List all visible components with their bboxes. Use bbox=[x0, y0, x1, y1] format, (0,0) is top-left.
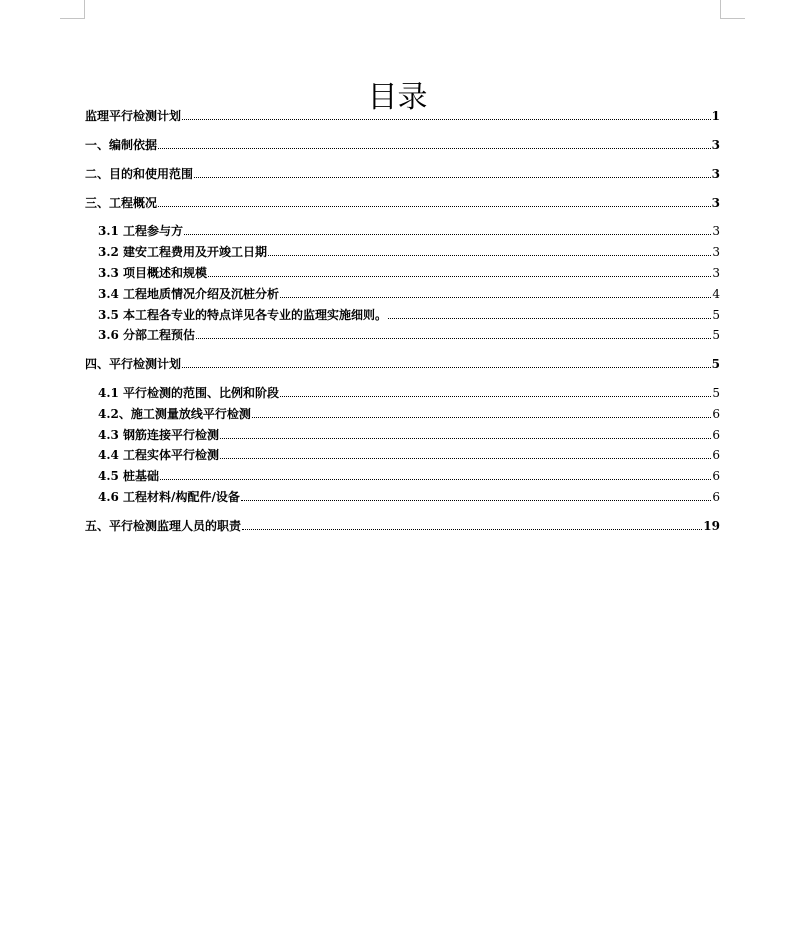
toc-entry-page: 3 bbox=[711, 167, 720, 181]
toc-entry[interactable] bbox=[85, 164, 720, 182]
toc-entry-label: 3.6 分部工程预估 bbox=[98, 328, 196, 342]
toc-entry-label: 4.2、施工测量放线平行检测 bbox=[98, 407, 251, 421]
toc-leader bbox=[158, 206, 711, 207]
toc-entry-label: 4.3 钢筋连接平行检测 bbox=[98, 428, 220, 442]
toc-entry-page: 4 bbox=[712, 287, 720, 301]
toc-entry[interactable] bbox=[85, 354, 720, 372]
toc-entry-page: 6 bbox=[712, 448, 720, 462]
toc-entry[interactable] bbox=[98, 383, 720, 401]
toc-entry-label: 监理平行检测计划 bbox=[85, 109, 182, 123]
toc-entry-label: 四、平行检测计划 bbox=[85, 357, 182, 371]
toc-entry[interactable] bbox=[98, 325, 720, 343]
toc-entry-page: 3 bbox=[712, 266, 720, 280]
toc-leader bbox=[242, 529, 702, 530]
toc-entry-label: 二、目的和使用范围 bbox=[85, 167, 194, 181]
toc-leader bbox=[280, 297, 711, 298]
toc-entry[interactable] bbox=[85, 106, 720, 124]
toc-entry-label: 3.5 本工程各专业的特点详见各专业的监理实施细则。 bbox=[98, 308, 388, 322]
toc-entry-page: 3 bbox=[711, 196, 720, 210]
toc-entry-label: 三、工程概况 bbox=[85, 196, 158, 210]
toc-entry[interactable] bbox=[98, 284, 720, 302]
toc-leader bbox=[220, 438, 711, 439]
toc-entry-label: 3.1 工程参与方 bbox=[98, 224, 184, 238]
toc-leader bbox=[268, 255, 711, 256]
toc-leader bbox=[182, 367, 711, 368]
toc-entry-page: 6 bbox=[712, 428, 720, 442]
toc-entry[interactable] bbox=[98, 445, 720, 463]
toc-entry-page: 3 bbox=[711, 138, 720, 152]
toc-entry[interactable] bbox=[98, 305, 720, 323]
toc-leader bbox=[280, 396, 711, 397]
toc-entry-label: 3.3 项目概述和规模 bbox=[98, 266, 208, 280]
toc-entry-page: 6 bbox=[712, 407, 720, 421]
toc-entry-page: 5 bbox=[711, 357, 720, 371]
toc-entry[interactable] bbox=[98, 242, 720, 260]
toc-entry-label: 五、平行检测监理人员的职责 bbox=[85, 519, 242, 533]
toc-entry[interactable] bbox=[85, 135, 720, 153]
toc-leader bbox=[196, 338, 711, 339]
toc-entry[interactable] bbox=[98, 466, 720, 484]
toc-entry[interactable] bbox=[98, 263, 720, 281]
toc-leader bbox=[252, 417, 711, 418]
toc-entry-page: 1 bbox=[711, 109, 720, 123]
toc-leader bbox=[220, 458, 711, 459]
toc-leader bbox=[241, 500, 712, 501]
toc-leader bbox=[158, 148, 711, 149]
toc-entry-page: 5 bbox=[712, 386, 720, 400]
toc-entry[interactable] bbox=[85, 516, 720, 534]
toc-entry-page: 3 bbox=[712, 245, 720, 259]
toc-leader bbox=[184, 234, 711, 235]
toc-leader bbox=[388, 318, 711, 319]
toc-entry[interactable] bbox=[98, 404, 720, 422]
toc-entry-page: 5 bbox=[712, 308, 720, 322]
toc-entry-label: 4.5 桩基础 bbox=[98, 469, 160, 483]
toc-leader bbox=[160, 479, 711, 480]
toc-entry-label: 4.4 工程实体平行检测 bbox=[98, 448, 220, 462]
toc-entry-label: 4.1 平行检测的范围、比例和阶段 bbox=[98, 386, 280, 400]
toc-entry[interactable] bbox=[98, 425, 720, 443]
toc-entry-page: 19 bbox=[703, 519, 720, 533]
toc-entry[interactable] bbox=[98, 221, 720, 239]
toc-leader bbox=[182, 119, 711, 120]
toc-entry-page: 3 bbox=[712, 224, 720, 238]
toc-entry-label: 一、编制依据 bbox=[85, 138, 158, 152]
toc-entry-page: 6 bbox=[712, 490, 720, 504]
toc-leader bbox=[194, 177, 711, 178]
crop-mark-top-left bbox=[60, 0, 85, 19]
toc-leader bbox=[208, 276, 711, 277]
toc-entry-label: 4.6 工程材料/构配件/设备 bbox=[98, 490, 240, 504]
toc-entry-label: 3.4 工程地质情况介绍及沉桩分析 bbox=[98, 287, 280, 301]
toc-title: 目录 bbox=[367, 80, 428, 116]
toc-entry-page: 5 bbox=[712, 328, 720, 342]
crop-mark-top-right bbox=[720, 0, 745, 19]
toc-entry[interactable] bbox=[85, 193, 720, 211]
toc-entry[interactable] bbox=[98, 487, 720, 505]
toc-entry-page: 6 bbox=[712, 469, 720, 483]
toc-entry-label: 3.2 建安工程费用及开竣工日期 bbox=[98, 245, 268, 259]
